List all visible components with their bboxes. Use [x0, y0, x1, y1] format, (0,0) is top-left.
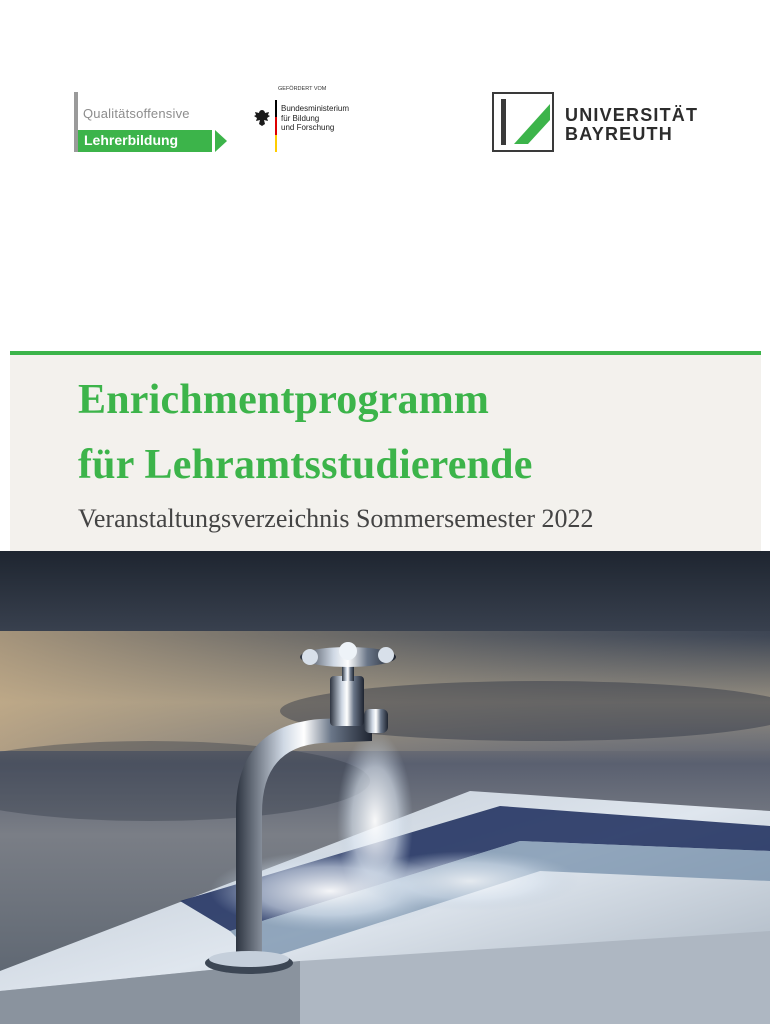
- university-bayreuth-logo: [492, 92, 702, 156]
- bmbf-line: für Bildung: [281, 113, 320, 123]
- water-tap-icon: [0, 551, 770, 1024]
- qualitaetsoffensive-text: Qualitätsoffensive: [83, 106, 190, 121]
- lehrerbildung-box: [78, 130, 212, 152]
- university-line1: UNIVERSITÄT: [565, 105, 699, 125]
- water-tap-photo: [0, 551, 770, 1024]
- page-subtitle: Veranstaltungsverzeichnis Sommersemester 2022: [78, 504, 594, 533]
- bmbf-funded-by: GEFÖRDERT VOM: [278, 86, 327, 92]
- bmbf-line: und Forschung: [281, 123, 335, 132]
- university-name: [565, 106, 698, 144]
- lehrerbildung-text: Lehrerbildung: [84, 132, 179, 148]
- federal-eagle-icon: [252, 108, 272, 128]
- qualitaetsoffensive-logo: [74, 92, 234, 154]
- arrow-icon: [215, 130, 227, 152]
- german-flag-stripe: [275, 100, 277, 152]
- university-line2: BAYREUTH: [565, 124, 673, 144]
- university-mark-icon: [492, 92, 554, 152]
- bmbf-logo: [252, 86, 362, 156]
- page-title-line2: für Lehramtsstudierende: [78, 442, 533, 488]
- bmbf-name: [281, 104, 349, 133]
- page-title-line1: Enrichmentprogramm: [78, 377, 490, 423]
- bmbf-line: Bundesministerium: [281, 104, 350, 113]
